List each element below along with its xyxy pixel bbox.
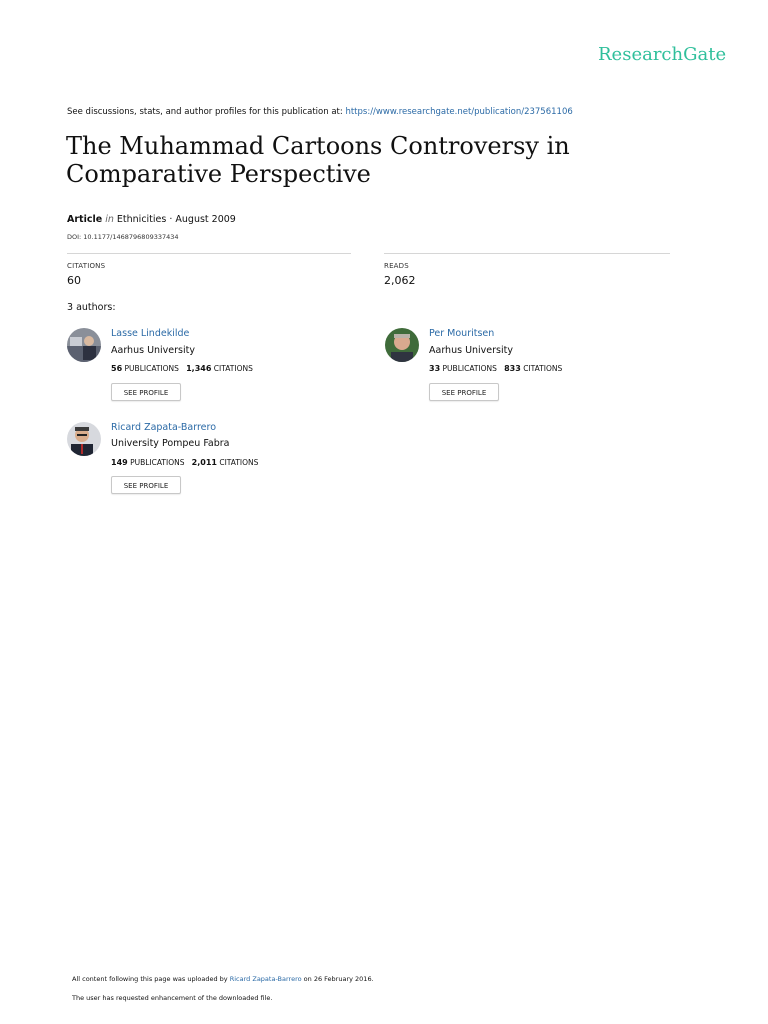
- upload-suffix: on 26 February 2016.: [303, 975, 374, 983]
- citations-label: CITATIONS: [219, 458, 259, 467]
- author-stats: [429, 364, 562, 373]
- reads-label: READS: [384, 262, 409, 270]
- author-stats: [111, 458, 258, 467]
- in-label: in: [105, 214, 114, 225]
- author-affiliation: Aarhus University: [429, 345, 513, 356]
- article-meta: [67, 214, 236, 225]
- citations-value: 60: [67, 274, 81, 287]
- publications-label: PUBLICATIONS: [124, 364, 179, 373]
- author-name[interactable]: Per Mouritsen: [429, 328, 495, 339]
- author-avatar[interactable]: [385, 328, 419, 362]
- publications-count: 56: [111, 364, 123, 373]
- uploader-link[interactable]: Ricard Zapata-Barrero: [229, 975, 302, 983]
- enhancement-note: The user has requested enhancement of the downloaded file.: [72, 994, 273, 1002]
- author-name[interactable]: Lasse Lindekilde: [111, 328, 190, 339]
- upload-prefix: All content following this page was uploaded by: [72, 975, 228, 983]
- see-profile-button[interactable]: SEE PROFILE: [429, 383, 499, 401]
- publication-link[interactable]: https://www.researchgate.net/publication/237561106: [345, 107, 573, 117]
- author-affiliation: University Pompeu Fabra: [111, 438, 230, 449]
- discussion-text: See discussions, stats, and author profiles for this publication at:: [67, 107, 343, 117]
- doi: DOI: 10.1177/1468796809337434: [67, 233, 179, 241]
- publications-label: PUBLICATIONS: [130, 458, 185, 467]
- divider-left: [67, 253, 351, 254]
- authors-heading: 3 authors:: [67, 302, 116, 313]
- see-profile-button[interactable]: SEE PROFILE: [111, 383, 181, 401]
- researchgate-logo[interactable]: ResearchGate: [598, 44, 727, 65]
- page-title: The Muhammad Cartoons Controversy in Comparative Perspective: [66, 132, 570, 188]
- citations-label: CITATIONS: [213, 364, 253, 373]
- author-avatar[interactable]: [67, 422, 101, 456]
- citations-label: CITATIONS: [67, 262, 106, 270]
- publications-count: 149: [111, 458, 128, 467]
- avatar-photo-icon: [385, 328, 419, 362]
- avatar-photo-icon: [67, 422, 101, 456]
- article-type: Article: [67, 214, 103, 225]
- avatar-photo-icon: [67, 328, 101, 362]
- citations-label: CITATIONS: [523, 364, 563, 373]
- journal-name[interactable]: Ethnicities: [116, 214, 167, 225]
- author-avatar[interactable]: [67, 328, 101, 362]
- divider-right: [384, 253, 670, 254]
- publication-date: · August 2009: [169, 214, 236, 225]
- citations-count: 2,011: [191, 458, 217, 467]
- publications-label: PUBLICATIONS: [442, 364, 497, 373]
- upload-note: [72, 975, 374, 983]
- author-name[interactable]: Ricard Zapata-Barrero: [111, 422, 217, 433]
- discussion-line: [67, 107, 573, 117]
- reads-value: 2,062: [384, 274, 416, 287]
- see-profile-button[interactable]: SEE PROFILE: [111, 476, 181, 494]
- citations-count: 1,346: [186, 364, 212, 373]
- publications-count: 33: [429, 364, 441, 373]
- author-affiliation: Aarhus University: [111, 345, 195, 356]
- author-stats: [111, 364, 253, 373]
- citations-count: 833: [504, 364, 521, 373]
